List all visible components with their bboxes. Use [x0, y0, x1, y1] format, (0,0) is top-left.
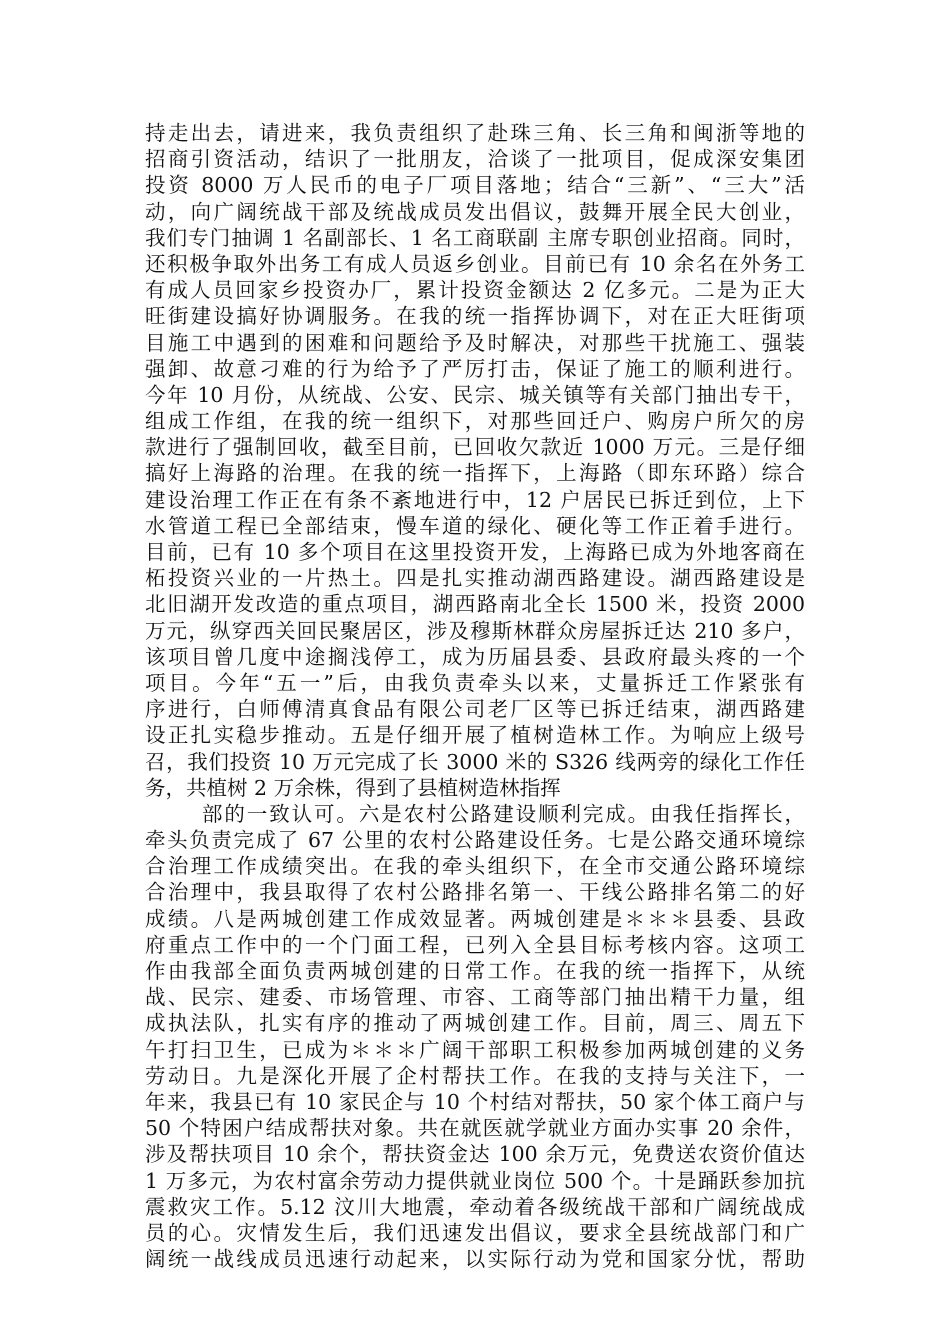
text-line: 我们专门抽调 1 名副部长、1 名工商联副 主席专职创业招商。同时， — [145, 225, 805, 250]
text-line: 万元，纵穿西关回民聚居区，涉及穆斯林群众房屋拆迁达 210 多户， — [145, 618, 805, 643]
text-line: 阔统一战线成员迅速行动起来，以实际行动为党和国家分忧，帮助 — [145, 1247, 805, 1272]
text-line: 成绩。八是两城创建工作成效显著。两城创建是＊＊＊县委、县政 — [145, 906, 805, 931]
text-line: 合治理工作成绩突出。在我的牵头组织下，在全市交通公路环境综 — [145, 854, 805, 879]
text-line: 该项目曾几度中途搁浅停工，成为历届县委、县政府最头疼的一个 — [145, 644, 805, 669]
text-line: 组成工作组，在我的统一组织下，对那些回迁户、购房户所欠的房 — [145, 409, 805, 434]
text-line: 今年 10 月份，从统战、公安、民宗、城关镇等有关部门抽出专干， — [145, 382, 805, 407]
text-line: 50 个特困户结成帮扶对象。共在就医就学就业方面办实事 20 余件， — [145, 1116, 805, 1141]
text-line: 持走出去，请进来，我负责组织了赴珠三角、长三角和闽浙等地的 — [145, 121, 805, 145]
text-line: 序进行，白师傅清真食品有限公司老厂区等已拆迁结束，湖西路建 — [145, 697, 805, 722]
text-line: 目施工中遇到的困难和问题给予及时解决，对那些干扰施工、强装 — [145, 330, 805, 355]
text-line: 部的一致认可。六是农村公路建设顺利完成。由我任指挥长， — [202, 801, 805, 826]
text-line: 年来，我县已有 10 家民企与 10 个村结对帮扶，50 家个体工商户与 — [145, 1089, 805, 1114]
text-line: 强卸、故意刁难的行为给予了严厉打击，保证了施工的顺利进行。 — [145, 356, 805, 381]
text-line: 款进行了强制回收，截至目前，已回收欠款近 1000 万元。三是仔细 — [145, 435, 805, 460]
text-line: 招商引资活动，结识了一批朋友，洽谈了一批项目，促成深安集团 — [145, 147, 805, 172]
text-line: 牵头负责完成了 67 公里的农村公路建设任务。七是公路交通环境综 — [145, 828, 805, 853]
text-line: 召，我们投资 10 万元完成了长 3000 米的 S326 线两旁的绿化工作任 — [145, 749, 805, 774]
text-line: 涉及帮扶项目 10 余个，帮扶资金达 100 余万元，免费送农资价值达 — [145, 1142, 805, 1167]
text-line: 战、民宗、建委、市场管理、市容、工商等部门抽出精干力量，组 — [145, 985, 805, 1010]
text-line: 务，共植树 2 万余株，得到了县植树造林指挥 — [145, 775, 561, 800]
text-line: 柘投资兴业的一片热土。四是扎实推动湖西路建设。湖西路建设是 — [145, 566, 805, 591]
text-line: 项目。今年“五一”后，由我负责牵头以来，丈量拆迁工作紧张有 — [145, 670, 805, 695]
text-line: 目前，已有 10 多个项目在这里投资开发，上海路已成为外地客商在 — [145, 540, 805, 564]
text-line: 府重点工作中的一个门面工程，已列入全县目标考核内容。这项工 — [145, 932, 805, 957]
text-line: 北旧湖开发改造的重点项目，湖西路南北全长 1500 米，投资 2000 — [145, 592, 805, 617]
text-line: 成执法队，扎实有序的推动了两城创建工作。目前，周三、周五下 — [145, 1011, 805, 1036]
text-line: 作由我部全面负责两城创建的日常工作。在我的统一指挥下，从统 — [145, 959, 805, 983]
body-text — [145, 120, 805, 1272]
text-line: 劳动日。九是深化开展了企村帮扶工作。在我的支持与关注下，一 — [145, 1063, 805, 1088]
text-line: 午打扫卫生，已成为＊＊＊广阔干部职工积极参加两城创建的义务 — [145, 1037, 805, 1062]
text-line: 还积极争取外出务工有成人员返乡创业。目前已有 10 余名在外务工 — [145, 251, 805, 276]
text-line: 1 万多元，为农村富余劳动力提供就业岗位 500 个。十是踊跃参加抗 — [145, 1168, 805, 1193]
text-line: 设正扎实稳步推动。五是仔细开展了植树造林工作。为响应上级号 — [145, 723, 805, 748]
text-line: 旺街建设搞好协调服务。在我的统一指挥协调下，对在正大旺街项 — [145, 304, 805, 329]
text-line: 搞好上海路的治理。在我的统一指挥下，上海路（即东环路）综合 — [145, 461, 805, 486]
text-line: 员的心。灾情发生后，我们迅速发出倡议，要求全县统战部门和广 — [145, 1220, 805, 1245]
text-line: 动，向广阔统战干部及统战成员发出倡议，鼓舞开展全民大创业， — [145, 199, 805, 224]
text-line: 投资 8000 万人民币的电子厂项目落地；结合“三新”、“三大”活 — [145, 173, 805, 198]
text-line: 合治理中，我县取得了农村公路排名第一、干线公路排名第二的好 — [145, 880, 805, 905]
text-line: 有成人员回家乡投资办厂，累计投资金额达 2 亿多元。二是为正大 — [145, 278, 805, 303]
text-line: 震救灾工作。5.12 汶川大地震，牵动着各级统战干部和广阔统战成 — [145, 1194, 805, 1219]
text-line: 水管道工程已全部结束，慢车道的绿化、硬化等工作正着手进行。 — [145, 513, 805, 538]
text-line: 建设治理工作正在有条不紊地进行中，12 户居民已拆迁到位，上下 — [145, 487, 805, 512]
